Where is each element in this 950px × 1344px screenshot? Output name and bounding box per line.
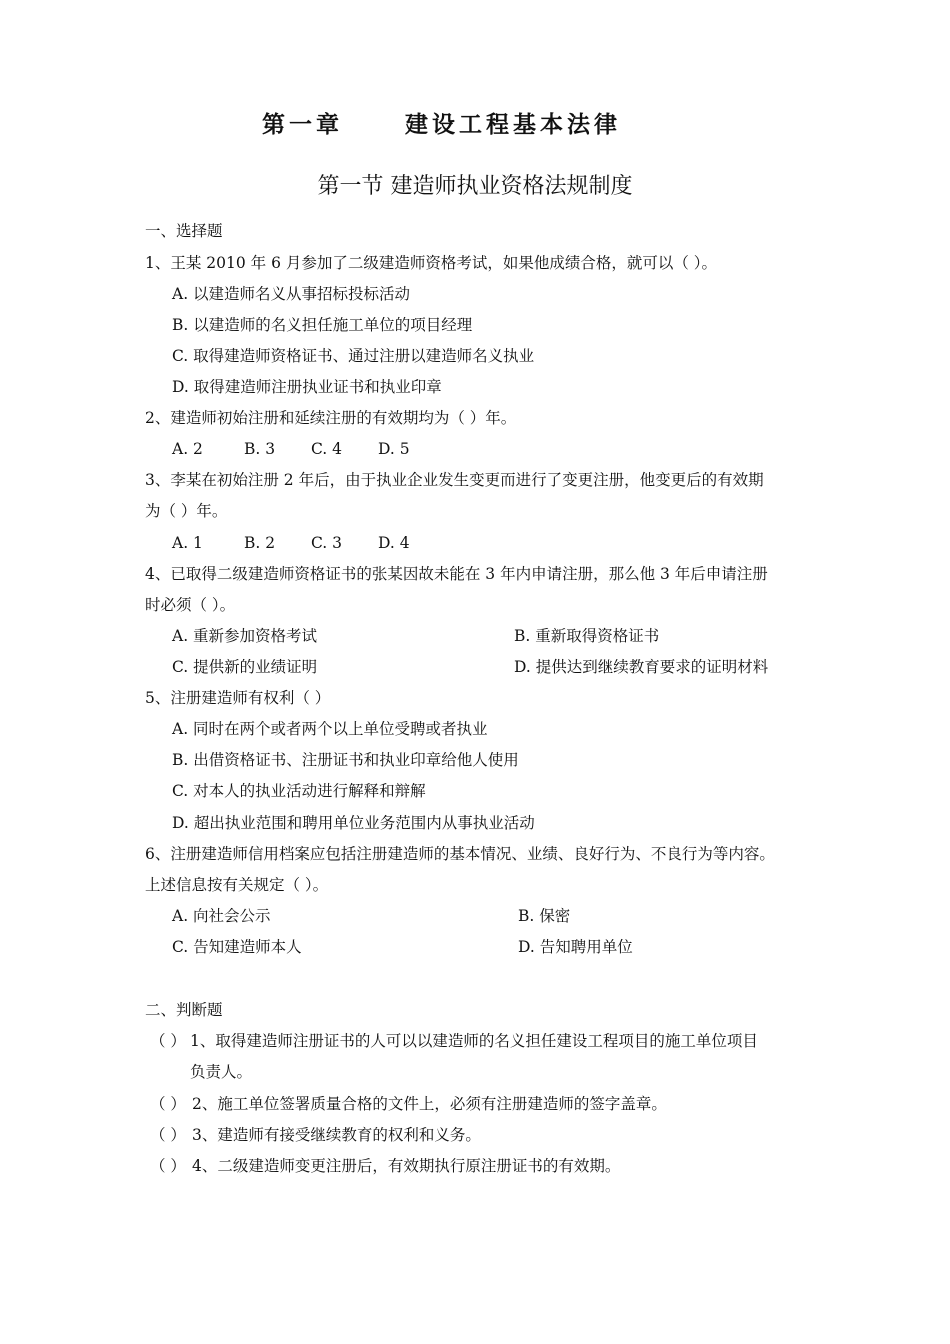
chapter-title: 建设工程基本法律 bbox=[405, 111, 621, 138]
option-d: D. 5 bbox=[378, 440, 410, 458]
option-c: C. 告知建造师本人 bbox=[172, 938, 302, 956]
option-b: B. 保密 bbox=[518, 907, 571, 925]
question-stem: 2、建造师初始注册和延续注册的有效期均为（ ）年。 bbox=[145, 409, 517, 427]
option-a: A. 1 bbox=[172, 534, 203, 552]
chapter-number: 第一章 bbox=[262, 111, 343, 138]
option-d: D. 告知聘用单位 bbox=[518, 938, 633, 956]
judgment-paren: （ ） bbox=[150, 1032, 186, 1050]
option-d: D. 取得建造师注册执业证书和执业印章 bbox=[172, 378, 442, 396]
question-stem-continued: 上述信息按有关规定（ ）。 bbox=[145, 876, 329, 894]
option-c: C. 提供新的业绩证明 bbox=[172, 658, 318, 676]
judgment-paren: （ ） bbox=[150, 1126, 186, 1144]
question-stem-continued: 时必须（ ）。 bbox=[145, 596, 236, 614]
question-stem: 3、李某在初始注册 2 年后，由于执业企业发生变更而进行了变更注册，他变更后的有效期 bbox=[145, 471, 764, 489]
option-b: B. 3 bbox=[244, 440, 276, 458]
question-stem: 6、注册建造师信用档案应包括注册建造师的基本情况、业绩、良好行为、不良行为等内容。 bbox=[145, 845, 775, 863]
option-b: B. 重新取得资格证书 bbox=[514, 627, 660, 645]
judgment-text: 1、取得建造师注册证书的人可以以建造师的名义担任建设工程项目的施工单位项目 bbox=[190, 1032, 758, 1050]
judgment-paren: （ ） bbox=[150, 1095, 186, 1113]
judgment-text-continued: 负责人。 bbox=[190, 1063, 253, 1081]
option-b: B. 2 bbox=[244, 534, 276, 552]
option-a: A. 向社会公示 bbox=[172, 907, 271, 925]
question-stem: 5、注册建造师有权利（ ） bbox=[145, 689, 331, 707]
option-d: D. 超出执业范围和聘用单位业务范围内从事执业活动 bbox=[172, 814, 535, 832]
option-b: B. 出借资格证书、注册证书和执业印章给他人使用 bbox=[172, 751, 519, 769]
judgment-text: 4、二级建造师变更注册后，有效期执行原注册证书的有效期。 bbox=[192, 1157, 621, 1175]
option-d: D. 4 bbox=[378, 534, 410, 552]
option-a: A. 以建造师名义从事招标投标活动 bbox=[172, 285, 411, 303]
option-c: C. 4 bbox=[311, 440, 343, 458]
option-d: D. 提供达到继续教育要求的证明材料 bbox=[514, 658, 769, 676]
option-c: C. 3 bbox=[311, 534, 343, 552]
option-b: B. 以建造师的名义担任施工单位的项目经理 bbox=[172, 316, 473, 334]
judgment-paren: （ ） bbox=[150, 1157, 186, 1175]
option-c: C. 取得建造师资格证书、通过注册以建造师名义执业 bbox=[172, 347, 535, 365]
part1-heading: 一、选择题 bbox=[145, 222, 223, 240]
part2-heading: 二、判断题 bbox=[145, 1001, 223, 1019]
option-a: A. 2 bbox=[172, 440, 203, 458]
judgment-text: 2、施工单位签署质量合格的文件上，必须有注册建造师的签字盖章。 bbox=[192, 1095, 667, 1113]
question-stem: 4、已取得二级建造师资格证书的张某因故未能在 3 年内申请注册，那么他 3 年后申请注册 bbox=[145, 565, 768, 583]
question-stem-continued: 为（ ）年。 bbox=[145, 502, 228, 520]
judgment-text: 3、建造师有接受继续教育的权利和义务。 bbox=[192, 1126, 481, 1144]
question-stem: 1、王某 2010 年 6 月参加了二级建造师资格考试，如果他成绩合格，就可以（ ）。 bbox=[145, 254, 718, 272]
option-a: A. 重新参加资格考试 bbox=[172, 627, 318, 645]
section-title: 第一节 建造师执业资格法规制度 bbox=[317, 174, 633, 199]
option-c: C. 对本人的执业活动进行解释和辩解 bbox=[172, 782, 426, 800]
option-a: A. 同时在两个或者两个以上单位受聘或者执业 bbox=[172, 720, 488, 738]
